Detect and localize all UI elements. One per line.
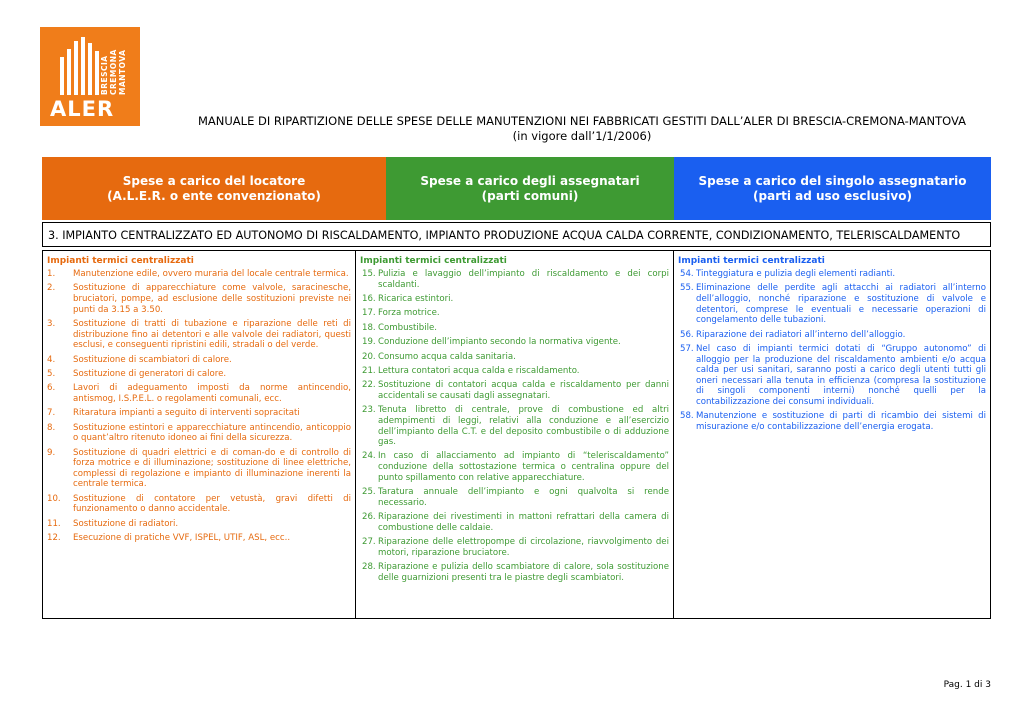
item-text: Esecuzione di pratiche VVF, ISPEL, UTIF, ASL, ecc.. xyxy=(73,533,291,544)
list-item xyxy=(360,380,669,401)
list-item xyxy=(360,537,669,558)
item-number: 6. xyxy=(47,383,56,394)
item-text: Forza motrice. xyxy=(378,308,440,319)
column-heading: Impianti termici centralizzati xyxy=(678,256,825,266)
item-number: 58. xyxy=(680,411,694,422)
item-number: 25. xyxy=(362,487,376,498)
list-item xyxy=(47,494,351,515)
item-text: Lettura contatori acqua calda e riscaldamento. xyxy=(378,365,580,376)
header-singolo-assegnatario xyxy=(674,157,991,220)
item-text: Nel caso di impianti termici dotati di “Gruppo autonomo” di alloggio per la produzione del riscaldamento ambienti e/o acqua calda per usi sanitari, saranno posti a carico degli utenti tutti gli oneri necessari alla tenuta in efficienza (compresa la sostituzione di singoli componenti interni) nonché quelli per la contabilizzazione dei consumi individuali. xyxy=(696,343,986,407)
item-number: 56. xyxy=(680,329,694,340)
item-text: Pulizia e lavaggio dell’impianto di riscaldamento e dei corpi scaldanti. xyxy=(378,269,669,290)
list-item xyxy=(47,423,351,444)
item-number: 19. xyxy=(362,337,376,348)
item-list xyxy=(678,269,986,433)
item-number: 11. xyxy=(47,518,61,529)
item-number: 3. xyxy=(47,318,56,329)
item-text: Sostituzione estintori e apparecchiature antincendio, anticoppio o quant’altro ritenuto idoneo ai fini della sicurezza. xyxy=(73,422,351,444)
list-item xyxy=(47,269,351,280)
item-number: 28. xyxy=(362,562,376,573)
logo-cities: BRESCIA CREMONA MANTOVA xyxy=(100,49,127,95)
item-list xyxy=(47,269,351,544)
item-number: 4. xyxy=(47,354,56,365)
header-assegnatari-title: Spese a carico degli assegnatari xyxy=(420,173,640,188)
item-text: Riparazione dei radiatori all’interno dell’alloggio. xyxy=(696,329,906,340)
item-text: Sostituzione di contatore per vetustà, gravi difetti di funzionamento o danno accidentale. xyxy=(73,493,351,515)
list-item xyxy=(47,355,351,366)
item-text: Sostituzione di radiatori. xyxy=(73,518,179,529)
item-text: Sostituzione di tratti di tubazione e riparazione delle reti di distribuzione fino ai detentori e alle valvole dei radiatori, questi esclusi, e conseguenti ripristini edili, stradali o del verde. xyxy=(73,318,351,351)
item-text: Ricarica estintori. xyxy=(378,293,454,304)
aler-logo xyxy=(40,27,140,126)
item-number: 8. xyxy=(47,422,56,433)
list-item xyxy=(360,366,669,377)
header-assegnatari-subtitle: (parti comuni) xyxy=(481,188,579,203)
header-singolo-title: Spese a carico del singolo assegnatario xyxy=(698,173,967,188)
item-text: Riparazione delle elettropompe di circolazione, riavvolgimento dei motori, riparazione bruciatore. xyxy=(378,537,669,558)
list-item xyxy=(360,562,669,583)
list-item xyxy=(360,487,669,508)
logo-bars-icon xyxy=(60,37,102,95)
item-number: 24. xyxy=(362,451,376,462)
item-number: 20. xyxy=(362,351,376,362)
header-locatore xyxy=(42,157,386,220)
list-item xyxy=(47,448,351,490)
item-number: 16. xyxy=(362,293,376,304)
item-text: Sostituzione di quadri elettrici e di coman-do e di controllo di forza motrice e di illuminazione; sostituzione di linee elettriche, complessi di regolazione e impianto di illuminazione inerenti la centrale termica. xyxy=(73,447,351,490)
item-text: Sostituzione di scambiatori di calore. xyxy=(73,354,232,365)
list-item xyxy=(360,294,669,305)
title-line-1: MANUALE DI RIPARTIZIONE DELLE SPESE DELLE MANUTENZIONI NEI FABBRICATI GESTITI DALL’ALER DI BRESCIA-CREMONA-MANTOVA xyxy=(197,114,967,128)
header-locatore-title: Spese a carico del locatore xyxy=(122,173,306,188)
list-item xyxy=(360,308,669,319)
item-text: Manutenzione edile, ovvero muraria del locale centrale termica. xyxy=(73,269,349,279)
list-item xyxy=(47,533,351,544)
list-item xyxy=(360,323,669,334)
list-item xyxy=(678,283,986,325)
list-item xyxy=(360,405,669,447)
item-text: Lavori di adeguamento imposti da norme antincendio, antismog, I.S.P.E.L. o regolamenti comunali, ecc. xyxy=(73,383,351,404)
logo-name: ALER xyxy=(50,97,115,121)
section-title: 3. IMPIANTO CENTRALIZZATO ED AUTONOMO DI RISCALDAMENTO, IMPIANTO PRODUZIONE ACQUA CALDA CORRENTE, CONDIZIONAMENTO, TELERISCALDAMENTO xyxy=(42,222,991,247)
page-title xyxy=(140,114,1024,144)
column-heading: Impianti termici centralizzati xyxy=(360,256,507,266)
list-item xyxy=(360,512,669,533)
list-item xyxy=(360,451,669,483)
list-item xyxy=(360,337,669,348)
item-number: 1. xyxy=(47,269,56,279)
item-text: Tenuta libretto di centrale, prove di combustione ed altri adempimenti di leggi, relativi alla conduzione e all’esercizio dell’impianto della C.T. e del deposito combustibile o di adduzione gas. xyxy=(378,405,669,448)
item-text: Riparazione dei rivestimenti in mattoni refrattari della camera di combustione delle caldaie. xyxy=(378,512,669,533)
column-locatore xyxy=(43,251,356,618)
item-number: 27. xyxy=(362,537,376,548)
item-text: In caso di allacciamento ad impianto di “teleriscaldamento” conduzione della sottostazione termica o centralina oppure del punto spillamento con relative apparecchiature. xyxy=(378,451,669,483)
item-number: 55. xyxy=(680,283,694,294)
header-locatore-subtitle: (A.L.E.R. o ente convenzionato) xyxy=(107,188,321,203)
item-number: 10. xyxy=(47,493,61,504)
item-number: 2. xyxy=(47,283,56,294)
item-text: Sostituzione di apparecchiature come valvole, saracinesche, bruciatori, pompe, ad esclusione delle sostituzioni previste nei punti da 3.15 a 3.50. xyxy=(73,283,351,315)
item-number: 18. xyxy=(362,322,376,333)
list-item xyxy=(47,519,351,530)
expense-table xyxy=(42,250,991,619)
item-text: Ritaratura impianti a seguito di interventi sopracitati xyxy=(73,408,300,419)
item-number: 22. xyxy=(362,380,376,391)
list-item xyxy=(47,408,351,419)
title-line-2: (in vigore dall’1/1/2006) xyxy=(512,129,652,143)
list-item xyxy=(47,283,351,315)
list-item xyxy=(47,369,351,380)
item-text: Riparazione e pulizia dello scambiatore di calore, sola sostituzione delle guarnizioni presenti tra le piastre degli scambiatori. xyxy=(378,562,669,583)
column-assegnatari xyxy=(356,251,674,618)
item-text: Sostituzione di contatori acqua calda e riscaldamento per danni accidentali se causati dagli assegnatari. xyxy=(378,380,669,401)
list-item xyxy=(360,352,669,363)
item-text: Manutenzione e sostituzione di parti di ricambio dei sistemi di misurazione e/o contabilizzazione dell’energia erogata. xyxy=(696,411,986,432)
item-number: 12. xyxy=(47,533,61,544)
item-number: 17. xyxy=(362,308,376,319)
item-text: Combustibile. xyxy=(378,322,438,333)
item-number: 5. xyxy=(47,368,56,379)
item-number: 15. xyxy=(362,269,376,279)
item-number: 21. xyxy=(362,365,376,376)
item-number: 7. xyxy=(47,408,56,419)
header-singolo-subtitle: (parti ad uso esclusivo) xyxy=(753,188,912,203)
item-number: 9. xyxy=(47,447,56,458)
page-number: Pag. 1 di 3 xyxy=(943,680,991,690)
item-text: Consumo acqua calda sanitaria. xyxy=(378,351,516,362)
item-text: Eliminazione delle perdite agli attacchi ai radiatori all’interno dell’alloggio, nonché riparazione e sostituzione di valvole e detentori, comprese le eventuali e necessarie operazioni di congelamento delle tubazioni. xyxy=(696,283,986,326)
list-item xyxy=(47,383,351,404)
item-text: Tinteggiatura e pulizia degli elementi radianti. xyxy=(696,269,896,279)
item-text: Taratura annuale dell’impianto e ogni qualvolta si rende necessario. xyxy=(378,487,669,508)
list-item xyxy=(678,411,986,432)
list-item xyxy=(678,330,986,341)
column-heading: Impianti termici centralizzati xyxy=(47,256,194,266)
list-item xyxy=(47,319,351,351)
list-item xyxy=(678,344,986,408)
item-text: Sostituzione di generatori di calore. xyxy=(73,368,227,379)
item-number: 57. xyxy=(680,343,694,354)
list-item xyxy=(360,269,669,290)
header-assegnatari xyxy=(386,157,674,220)
item-number: 23. xyxy=(362,405,376,416)
item-number: 26. xyxy=(362,512,376,523)
item-list xyxy=(360,269,669,583)
list-item xyxy=(678,269,986,280)
item-number: 54. xyxy=(680,269,694,279)
column-singolo-assegnatario xyxy=(674,251,990,618)
item-text: Conduzione dell’impianto secondo la normativa vigente. xyxy=(378,337,621,348)
